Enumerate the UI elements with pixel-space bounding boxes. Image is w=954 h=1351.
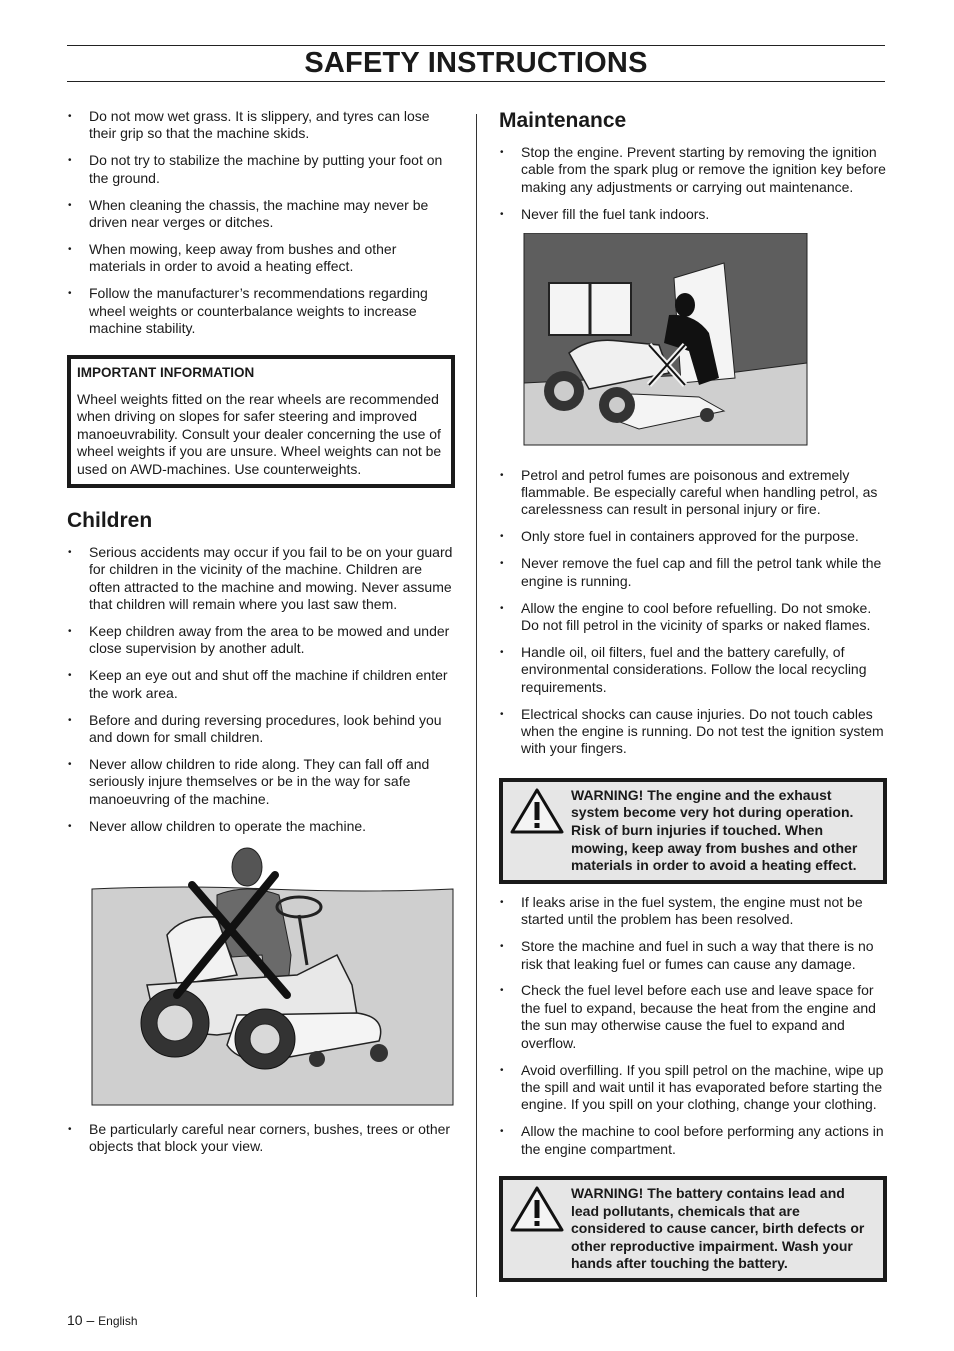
list-item: • When mowing, keep away from bushes and other materials in order to avoid a heating effect. — [67, 241, 455, 276]
list-item: • Serious accidents may occur if you fail to be on your guard for children in the vicinity of the machine. Children are often attracted to the machine and mowing. Never assume that children will remain where you last saw them. — [67, 544, 455, 614]
header-bottom-rule — [67, 81, 885, 82]
list-item: • Keep an eye out and shut off the machine if children enter the work area. — [67, 667, 455, 702]
warning-triangle-icon — [509, 787, 571, 840]
maintenance-bullet-list-b — [499, 467, 887, 758]
footer-language: English — [98, 1314, 138, 1328]
right-column — [499, 108, 887, 1282]
bullet-list-top — [67, 108, 455, 337]
list-item: • Do not mow wet grass. It is slippery, and tyres can lose their grip so that the machine skids. — [67, 108, 455, 143]
list-item: • Handle oil, oil filters, fuel and the battery carefully, of environmental considerations. Follow the local recycling requirements. — [499, 644, 887, 696]
list-item: • Be particularly careful near corners, bushes, trees or other objects that block your view. — [67, 1121, 455, 1156]
child-on-mower-illustration — [67, 845, 455, 1107]
list-item: • Stop the engine. Prevent starting by removing the ignition cable from the spark plug or remove the ignition key before making any adjustments or carrying out maintenance. — [499, 144, 887, 196]
maintenance-bullet-list-c — [499, 894, 887, 1158]
list-item: • Check the fuel level before each use and leave space for the fuel to expand, because the heat from the engine and the sun may otherwise cause the fuel to expand and overflow. — [499, 982, 887, 1052]
page-number: 10 – — [67, 1312, 95, 1328]
list-item: • Before and during reversing procedures, look behind you and down for small children. — [67, 712, 455, 747]
list-item: • Petrol and petrol fumes are poisonous and extremely flammable. Be especially careful when handling petrol, as carelessness can result in personal injury or fire. — [499, 467, 887, 519]
warning-triangle-icon — [509, 1185, 571, 1238]
list-item: • Follow the manufacturer’s recommendations regarding wheel weights or counterbalance weights to increase machine stability. — [67, 285, 455, 337]
column-divider — [476, 114, 477, 1297]
refuel-indoors-illustration — [499, 233, 887, 448]
list-item: • Never allow children to operate the machine. — [67, 818, 455, 835]
children-bullet-list — [67, 544, 455, 835]
children-heading: Children — [67, 508, 153, 532]
list-item: • Allow the machine to cool before performing any actions in the engine compartment. — [499, 1123, 887, 1158]
list-item: • Store the machine and fuel in such a way that there is no risk that leaking fuel or fumes can cause any damage. — [499, 938, 887, 973]
warning-text: WARNING! The engine and the exhaust system become very hot during operation. Risk of burn injuries if touched. When mowing, keep away from bushes and other materials in order to avoid a heating effect. — [571, 786, 858, 874]
important-text: Wheel weights fitted on the rear wheels are recommended when driving on slopes for safer steering and improved manoeuvrability. Consult your dealer concerning the use of wheel weights if you are unsure. Wheel weights can not be used on AWD-machines. Use counterweights. — [77, 390, 442, 477]
list-item: • Allow the engine to cool before refuelling. Do not smoke. Do not fill petrol in the vicinity of sparks or naked flames. — [499, 600, 887, 635]
important-information-box — [67, 355, 455, 487]
important-heading: IMPORTANT INFORMATION — [77, 365, 255, 381]
list-item: • Never fill the fuel tank indoors. — [499, 206, 887, 223]
list-item: • Never remove the fuel cap and fill the petrol tank while the engine is running. — [499, 555, 887, 590]
bullet-list-bottom — [67, 1121, 455, 1156]
warning-box-engine — [499, 778, 887, 884]
list-item: • When cleaning the chassis, the machine may never be driven near verges or ditches. — [67, 197, 455, 232]
page-title: SAFETY INSTRUCTIONS — [304, 47, 648, 79]
list-item: • Electrical shocks can cause injuries. Do not touch cables when the engine is running. Do not test the ignition system with your fingers. — [499, 706, 887, 758]
list-item: • Only store fuel in containers approved for the purpose. — [499, 528, 887, 545]
list-item: • If leaks arise in the fuel system, the engine must not be started until the problem has been resolved. — [499, 894, 887, 929]
maintenance-heading: Maintenance — [499, 109, 627, 132]
list-item: • Never allow children to ride along. They can fall off and seriously injure themselves or be in the way for safe manoeuvring of the machine. — [67, 756, 455, 808]
left-column — [67, 108, 455, 1165]
warning-box-battery — [499, 1176, 887, 1282]
page-footer — [67, 1312, 138, 1328]
list-item: • Keep children away from the area to be mowed and under close supervision by another adult. — [67, 623, 455, 658]
warning-text: WARNING! The battery contains lead and lead pollutants, chemicals that are considered to cause cancer, birth defects or other reproductive impairment. Wash your hands after touching the battery. — [571, 1185, 865, 1272]
list-item: • Avoid overfilling. If you spill petrol on the machine, wipe up the spill and wait until it has evaporated before starting the engine. If you spill on your clothing, change your clothing. — [499, 1062, 887, 1114]
maintenance-bullet-list-a — [499, 144, 887, 223]
list-item: • Do not try to stabilize the machine by putting your foot on the ground. — [67, 152, 455, 187]
